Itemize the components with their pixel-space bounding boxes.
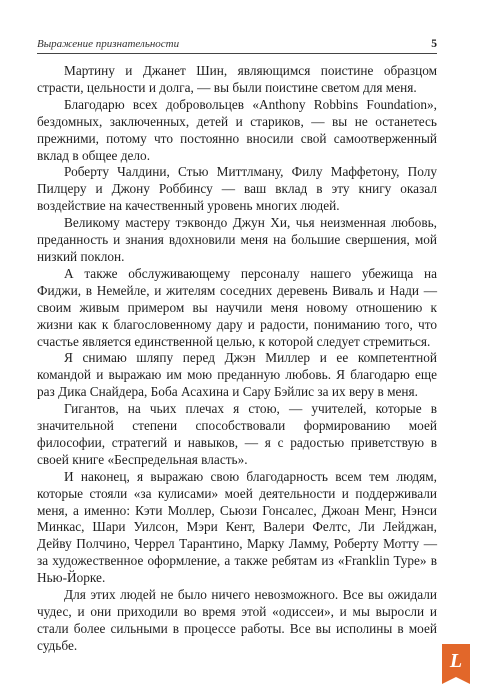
paragraph: Великому мастеру тэквондо Джун Хи, чья неизменная любовь, преданность и знания вдохновили меня на большие свершения, мой низкий поклон. <box>37 215 437 264</box>
page-header <box>37 38 437 54</box>
paragraph: Я снимаю шляпу перед Джэн Миллер и ее компетентной командой и выражаю им мою преданную любовь. Я благодарю еще раз Дика Снайдера, Боба Асахина и Сару Бэйлис за их веру в меня. <box>37 350 437 400</box>
paragraph: А также обслуживающему персоналу нашего убежища на Фиджи, в Немейле, и жителям соседних деревень Виваль и Нади — своим живым примером вы научили меня новому отношению к жизни как к благословенному дару и радости, пониманию того, что счастье является единственной целью, к которой следует стремиться. <box>37 265 437 349</box>
paragraph: Мартину и Джанет Шин, являющимся поистине образцом страсти, цельности и долга, — вы были поистине светом для меня. <box>37 63 437 95</box>
logo-graphic <box>442 644 470 684</box>
paragraph: Благодарю всех добровольцев «Anthony Robbins Foundation», бездомных, заключенных, детей и стариков, — вы не останетесь прежними, потому что постоянно вносили свой самоотверженный вклад в общее дело. <box>37 96 437 163</box>
svg-text:L: L <box>449 650 463 672</box>
page-number: 5 <box>431 38 437 50</box>
body-text <box>37 63 437 655</box>
publisher-logo-icon <box>442 644 470 684</box>
paragraph: И наконец, я выражаю свою благодарность всем тем людям, которые стояли «за кулисами» моей деятельности и поддерживали меня, а именно: Кэти Моллер, Сьюзи Гонсалес, Джоан Менг, Нэнси Минкас, Шари Уилсон, Мэри Кент, Валери Фелтс, Ли Лейджан, Дейву Полчино, Черрел Тарантино, Марку Ламму, Роберту Мотту — за художественное оформление, а также ребятам из «Franklin Type» в Нью-Йорке. <box>37 468 437 586</box>
paragraph: Для этих людей не было ничего невозможного. Все вы ожидали чудес, и они приходили во время этой «одиссеи», и мы выросли и стали более сильными в процессе работы. Все вы исполины в моей судьбе. <box>37 587 437 653</box>
header-rule <box>37 53 437 54</box>
running-head: Выражение признательности <box>37 38 180 50</box>
paragraph: Роберту Чалдини, Стью Миттлману, Филу Маффетону, Полу Пилцеру и Джону Роббинсу — ваш вклад в эту книгу оказал воздействие на качественный уровень многих людей. <box>37 164 437 214</box>
paragraph: Гигантов, на чьих плечах я стою, — учителей, которые в значительной степени способствовали формированию моей философии, стратегий и навыков, — я с радостью приветствую в своей книге «Беспредельная власть». <box>37 401 437 467</box>
